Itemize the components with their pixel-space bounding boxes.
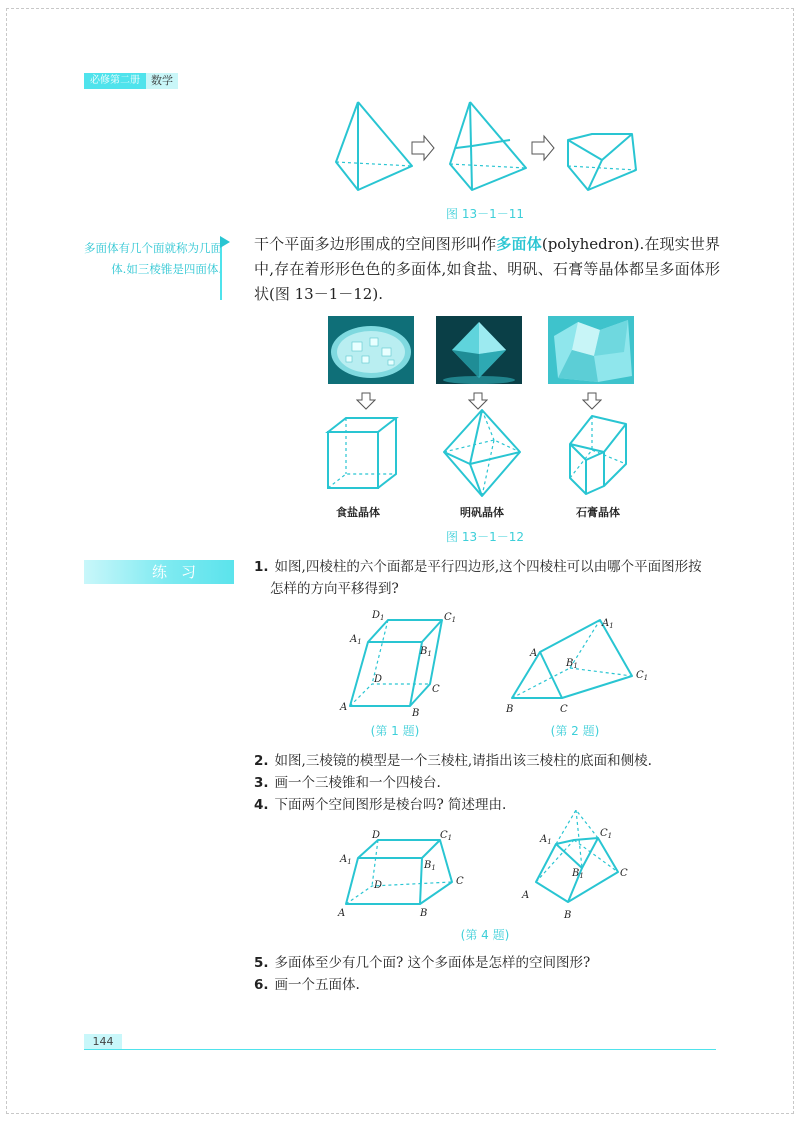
question-number: 3. [254, 775, 269, 791]
question-number: 5. [254, 955, 269, 971]
question-number: 4. [254, 797, 269, 813]
svg-text:C: C [560, 704, 568, 715]
arrow-down-icon [356, 392, 376, 410]
question-number: 6. [254, 977, 269, 993]
svg-text:C: C [620, 868, 628, 879]
margin-arrow-icon [220, 236, 230, 248]
svg-text:A: A [338, 908, 346, 919]
svg-text:C: C [432, 684, 440, 695]
question-number: 1. [254, 559, 269, 575]
arrow-right-icon [412, 136, 434, 160]
svg-text:B1: $B_1$ [572, 868, 584, 880]
figure-caption: (第 2 题) [550, 724, 600, 738]
svg-text:C1: $C_1$ [444, 612, 457, 624]
paragraph-text-after: (polyhedron).在现实世界中,存在着形形色色的多面体,如食盐、明矾、石膏等晶体都呈多面体形状(图 13－1－12). [254, 235, 720, 303]
svg-text:B: B [412, 708, 420, 718]
question-text: 如图,四棱柱的六个面都是平行四边形,这个四棱柱可以由哪个平面图形按 [274, 559, 702, 575]
page-number: 144 [84, 1034, 122, 1049]
svg-text:A: A [530, 648, 538, 659]
question-text: 如图,三棱镜的模型是一个三棱柱,请指出该三棱柱的底面和侧棱. [274, 753, 652, 769]
volume-label: 必修第二册 [84, 73, 146, 89]
gypsum-prism-diagram [562, 414, 638, 498]
question-text: 画一个三棱锥和一个四棱台. [274, 775, 441, 791]
svg-text:C1: $C_1$ [600, 828, 613, 840]
svg-text:C: C [456, 876, 464, 887]
svg-text:A1: $A_1$ [540, 834, 552, 846]
question-text-continued: 怎样的方向平移得到? [270, 581, 399, 597]
svg-text:A: A [522, 890, 530, 901]
pyramid-cut-diagram [330, 98, 650, 198]
svg-text:B: B [420, 908, 428, 919]
footer-rule [84, 1049, 716, 1050]
question-text: 多面体至少有几个面? 这个多面体是怎样的空间图形? [274, 955, 591, 971]
subject-label: 数学 [146, 73, 178, 89]
question-text: 画一个五面体. [274, 977, 360, 993]
svg-text:B1: $B_1$ [424, 860, 436, 872]
exercise-banner: 练习 [84, 560, 234, 584]
svg-text:D1: $D_1$ [372, 610, 385, 622]
figure-13-1-11 [330, 98, 650, 198]
question-3 [254, 772, 724, 794]
crystal-label-salt: 食盐晶体 [336, 506, 380, 519]
margin-note: 多面体有几个面就称为几面体.如三棱锥是四面体. [84, 241, 222, 276]
svg-text:B: B [506, 704, 514, 715]
paragraph-text-before: 干个平面多边形围成的空间图形叫作 [254, 235, 497, 253]
arrow-down-icon [582, 392, 602, 410]
octahedron-diagram [440, 408, 524, 498]
svg-text:B: B [564, 910, 572, 921]
svg-text:A1: $A_1$ [350, 634, 362, 646]
body-paragraph [254, 232, 720, 307]
truncated-pyramid-diagram [516, 806, 640, 922]
arrow-right-icon [532, 136, 554, 160]
figure-caption: (第 4 题) [460, 928, 510, 942]
svg-text:D: D [372, 830, 381, 841]
figure-caption: 图 13－1－12 [446, 530, 524, 544]
svg-text:C1: $C_1$ [440, 830, 453, 842]
frustum-like-diagram [334, 828, 484, 920]
question-number: 2. [254, 753, 269, 769]
svg-text:B1: $B_1$ [420, 646, 432, 658]
question-1 [254, 556, 724, 600]
question-5 [254, 952, 724, 974]
parallelepiped-diagram [336, 608, 466, 718]
svg-text:C1: $C_1$ [636, 670, 649, 682]
question-text: 下面两个空间图形是棱台吗? 简述理由. [274, 797, 507, 813]
svg-text:D: D [374, 880, 383, 891]
cube-diagram [322, 414, 402, 494]
svg-text:A1: $A_1$ [602, 618, 614, 630]
question-4 [254, 794, 724, 816]
header-tag [84, 73, 178, 89]
question-6 [254, 974, 724, 996]
alum-crystal-photo [436, 316, 522, 384]
figure-caption: (第 1 题) [370, 724, 420, 738]
svg-text:B1: $B_1$ [566, 658, 578, 670]
keyword-polyhedron: 多面体 [496, 235, 542, 253]
gypsum-crystal-photo [548, 316, 634, 384]
question-2 [254, 750, 724, 772]
crystal-label-gypsum: 石膏晶体 [576, 506, 620, 519]
svg-text:D: D [374, 674, 383, 685]
figure-caption: 图 13－1－11 [446, 207, 524, 221]
svg-text:A: A [340, 702, 348, 713]
triangular-prism-diagram [500, 612, 660, 716]
salt-crystal-photo [328, 316, 414, 384]
svg-text:A1: $A_1$ [340, 854, 352, 866]
crystal-label-alum: 明矾晶体 [460, 506, 504, 519]
